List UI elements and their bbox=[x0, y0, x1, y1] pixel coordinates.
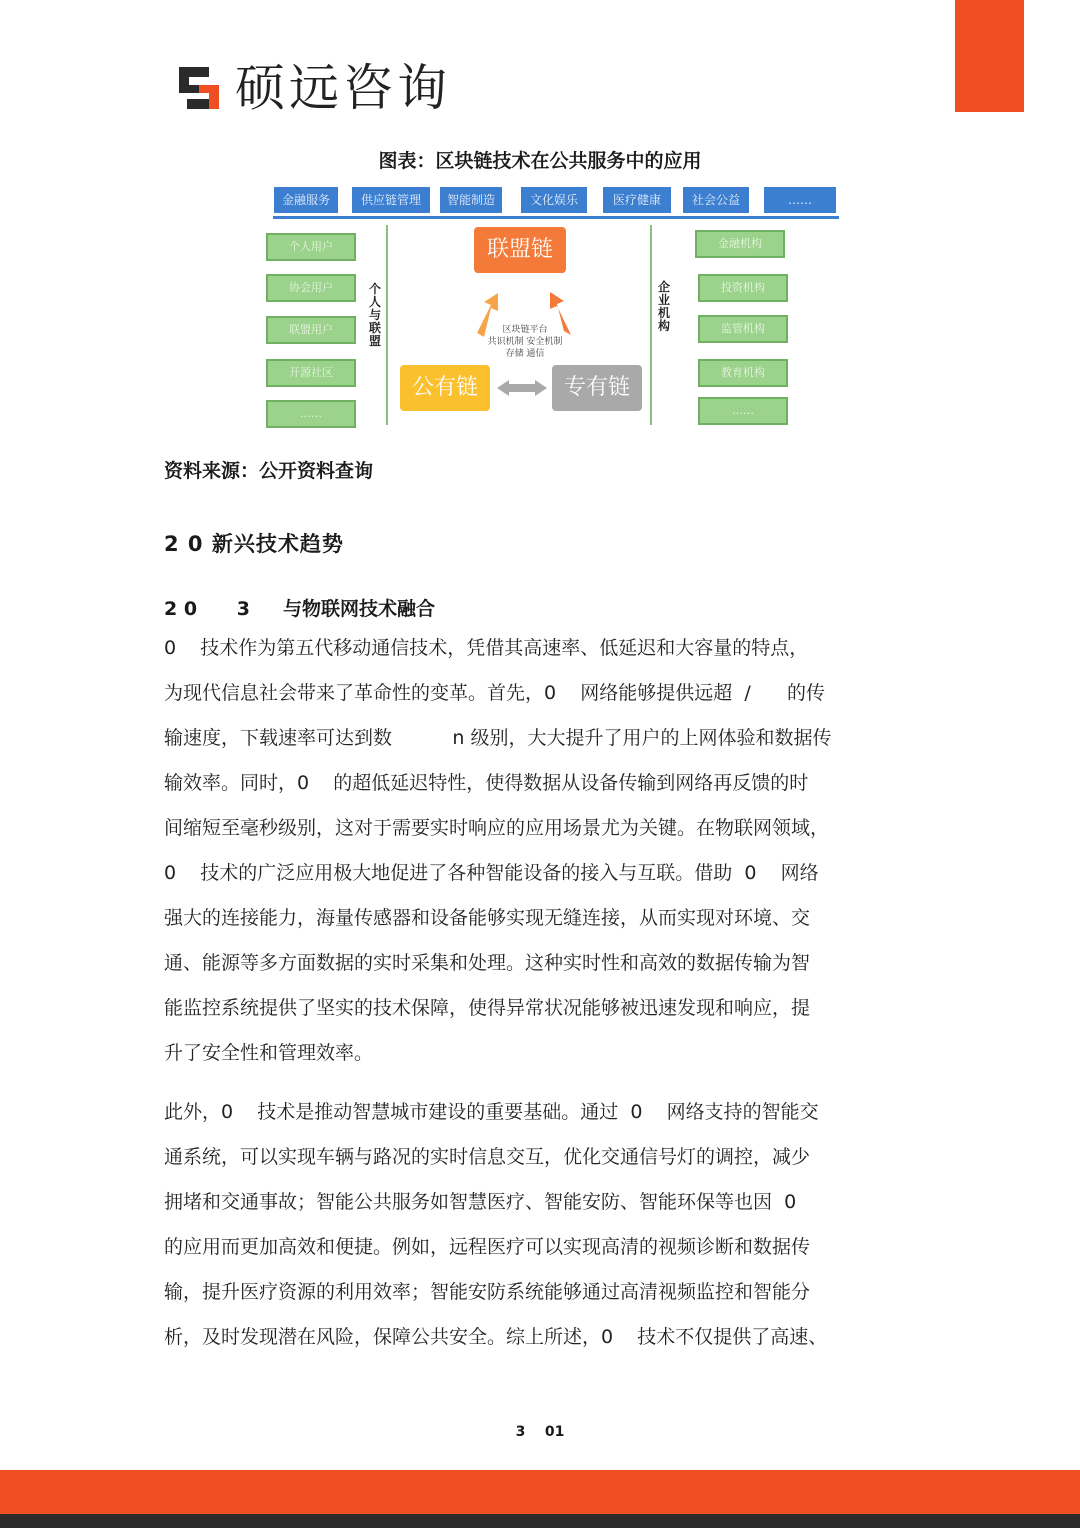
brand-mark-icon bbox=[175, 63, 225, 113]
top-category-item: 医疗健康 bbox=[603, 187, 671, 213]
alliance-chain-box: 联盟链 bbox=[474, 227, 566, 273]
top-category-item: 金融服务 bbox=[274, 187, 338, 213]
source-note: 资料来源：公开资料查询 bbox=[164, 460, 374, 482]
paragraph-line: 输速度，下载速率可达到数 n 级别，大大提升了用户的上网体验和数据传 bbox=[164, 727, 832, 749]
public-chain-box: 公有链 bbox=[400, 365, 490, 411]
right-institution-item: 金融机构 bbox=[695, 230, 785, 258]
paragraph-line: 的应用而更加高效和便捷。例如，远程医疗可以实现高清的视频诊断和数据传 bbox=[164, 1236, 811, 1258]
footer-accent-bar bbox=[0, 1470, 1080, 1514]
right-institution-item: 教育机构 bbox=[698, 359, 788, 387]
body-paragraph-2 bbox=[164, 1090, 924, 1360]
left-user-item: 联盟用户 bbox=[266, 316, 356, 344]
right-institution-item: 监管机构 bbox=[698, 315, 788, 343]
footer-dark-strip bbox=[0, 1514, 1080, 1528]
paragraph-line: 析，及时发现潜在风险，保障公共安全。综上所述，0 技术不仅提供了高速、 bbox=[164, 1326, 828, 1348]
left-group-label-char: 联 bbox=[368, 321, 381, 335]
arrow-double bbox=[497, 380, 547, 396]
section-heading: 2 0 新兴技术趋势 bbox=[164, 532, 344, 556]
paragraph-line: 能监控系统提供了坚实的技术保障，使得异常状况能够被迅速发现和响应，提 bbox=[164, 997, 811, 1019]
blockchain-diagram bbox=[265, 185, 840, 430]
left-user-item: …… bbox=[266, 400, 356, 428]
left-user-item: 协会用户 bbox=[266, 274, 356, 302]
top-category-item: 供应链管理 bbox=[352, 187, 430, 213]
top-category-item: …… bbox=[764, 187, 836, 213]
paragraph-line: 输效率。同时，0 的超低延迟特性，使得数据从设备传输到网络再反馈的时 bbox=[164, 772, 809, 794]
page-number: 3 01 bbox=[515, 1424, 565, 1440]
left-user-item: 个人用户 bbox=[266, 233, 356, 261]
top-category-item: 智能制造 bbox=[440, 187, 502, 213]
corner-accent-bar bbox=[955, 0, 1024, 112]
platform-line-1: 区块链平台 bbox=[502, 325, 548, 335]
paragraph-line: 升了安全性和管理效率。 bbox=[164, 1042, 374, 1064]
paragraph-line: 强大的连接能力，海量传感器和设备能够实现无缝连接，从而实现对环境、交 bbox=[164, 907, 811, 929]
paragraph-line: 通、能源等多方面数据的实时采集和处理。这种实时性和高效的数据传输为智 bbox=[164, 952, 811, 974]
brand-logo bbox=[175, 60, 451, 116]
left-group-label-char: 盟 bbox=[368, 334, 381, 348]
right-institution-item: …… bbox=[698, 397, 788, 425]
paragraph-line: 此外，0 技术是推动智慧城市建设的重要基础。通过 0 网络支持的智能交 bbox=[164, 1101, 819, 1123]
paragraph-line: 通系统，可以实现车辆与路况的实时信息交互，优化交通信号灯的调控，减少 bbox=[164, 1146, 811, 1168]
right-institution-item: 投资机构 bbox=[698, 274, 788, 302]
right-group-label-char: 机 bbox=[657, 306, 670, 320]
left-user-item: 开源社区 bbox=[266, 359, 356, 387]
platform-line-2: 共识机制 安全机制 bbox=[487, 337, 563, 347]
top-category-item: 文化娱乐 bbox=[521, 187, 587, 213]
brand-name: 硕远咨询 bbox=[235, 59, 451, 117]
right-group-label-char: 企 bbox=[657, 280, 670, 294]
right-group-label-char: 业 bbox=[657, 293, 670, 307]
right-group-label-char: 构 bbox=[657, 319, 670, 333]
paragraph-line: 为现代信息社会带来了革命性的变革。首先，0 网络能够提供远超 / 的传 bbox=[164, 682, 825, 704]
left-group-label-char: 人 bbox=[368, 295, 381, 309]
left-group-label-char: 与 bbox=[368, 308, 381, 322]
body-paragraph-1 bbox=[164, 626, 924, 1076]
platform-line-3: 存储 通信 bbox=[505, 349, 545, 359]
private-chain-box: 专有链 bbox=[552, 365, 642, 411]
figure-title: 图表：区块链技术在公共服务中的应用 bbox=[378, 150, 702, 172]
paragraph-line: 拥堵和交通事故；智能公共服务如智慧医疗、智能安防、智能环保等也因 0 bbox=[164, 1191, 797, 1213]
paragraph-line: 0 技术作为第五代移动通信技术，凭借其高速率、低延迟和大容量的特点， bbox=[164, 637, 809, 659]
subsection-heading: 2 0 3 与物联网技术融合 bbox=[164, 598, 436, 620]
top-category-item: 社会公益 bbox=[683, 187, 749, 213]
paragraph-line: 0 技术的广泛应用极大地促进了各种智能设备的接入与互联。借助 0 网络 bbox=[164, 862, 819, 884]
left-group-label-char: 个 bbox=[368, 282, 381, 296]
paragraph-line: 间缩短至毫秒级别，这对于需要实时响应的应用场景尤为关键。在物联网领域， bbox=[164, 817, 830, 839]
paragraph-line: 输，提升医疗资源的利用效率；智能安防系统能够通过高清视频监控和智能分 bbox=[164, 1281, 811, 1303]
